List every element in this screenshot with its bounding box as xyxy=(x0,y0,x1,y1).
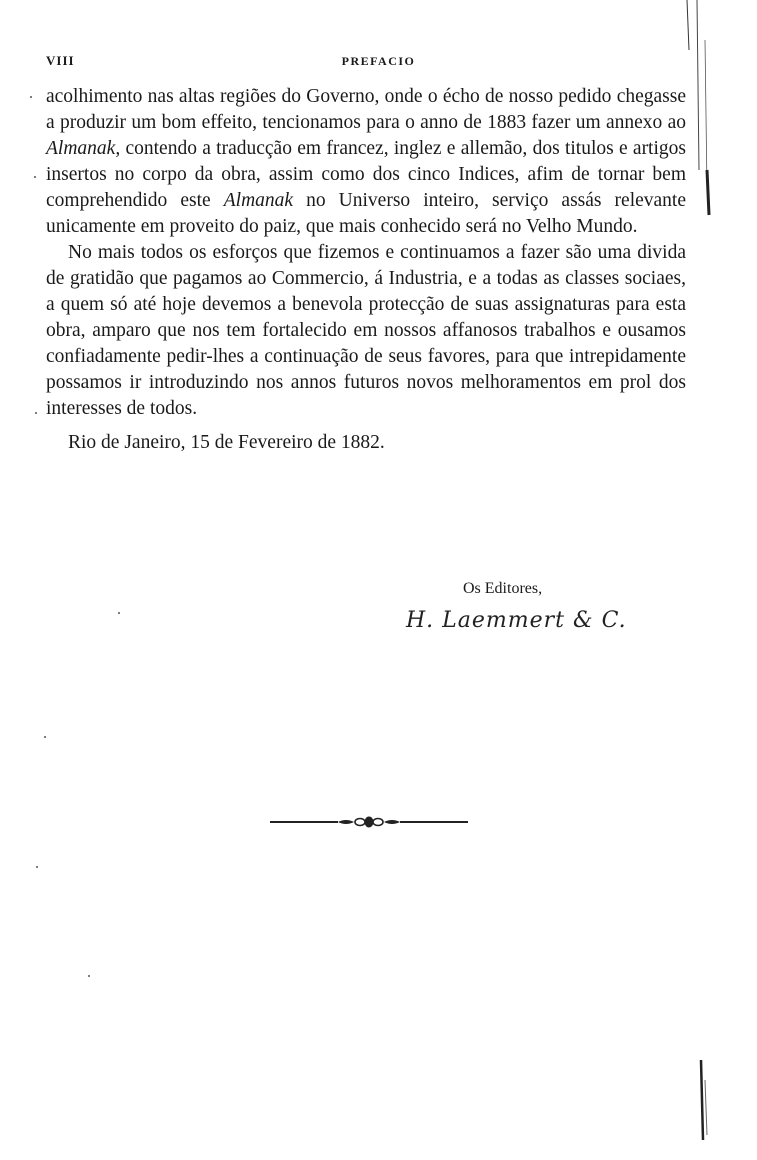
speck xyxy=(34,176,36,178)
paragraph-1 xyxy=(46,84,686,240)
speck xyxy=(36,866,38,868)
signoff: Os Editores, xyxy=(463,580,543,597)
speck xyxy=(30,96,32,98)
paragraph-1-part-c: contendo a traducção em francez, inglez e allemão, dos titulos e artigos insertos no corpo da obra, assim como dos cinco Indices, afim de tornar bem comprehendido este xyxy=(46,138,686,211)
paragraph-1-part-e: no Universo inteiro, serviço assás relevante unicamente em proveito do paiz, que mais conhecido será no Velho Mundo. xyxy=(46,190,686,237)
ornamental-rule-icon xyxy=(270,812,468,832)
paragraph-2: No mais todos os esforços que fizemos e continuamos a fazer são uma divida de gratidão que pagamos ao Commercio, á Industria, e a todas as classes sociaes, a quem só até hoje devemos a benevola protecção de suas assignaturas para esta obra, amparo que nos tem fortalecido em nossos affanosos trabalhos e ousamos confiadamente pedir-lhes a continuação de seus favores, para que intrepidamente possamos ir introduzindo nos annos futuros novos melhoramentos em prol dos interesses de todos. xyxy=(46,242,686,419)
almanak-title-1: Almanak, xyxy=(46,138,121,159)
speck xyxy=(88,975,90,977)
speck xyxy=(118,612,120,614)
signature: H. Laemmert & C. xyxy=(406,608,627,633)
speck xyxy=(44,736,46,738)
speck xyxy=(35,412,37,414)
almanak-title-2: Almanak xyxy=(223,190,294,211)
running-head: PREFACIO xyxy=(341,54,416,68)
preface-body xyxy=(46,84,686,456)
paragraph-1-part-a: acolhimento nas altas regiões do Governo, onde o écho de nosso pedido chegasse a produzir um bom effeito, tencionamos para o anno de 1883 fazer um annexo ao xyxy=(46,86,686,133)
page-number: VIII xyxy=(46,53,75,68)
dateline: Rio de Janeiro, 15 de Fevereiro de 1882. xyxy=(68,432,385,453)
binding-edge-decoration xyxy=(677,0,757,1160)
